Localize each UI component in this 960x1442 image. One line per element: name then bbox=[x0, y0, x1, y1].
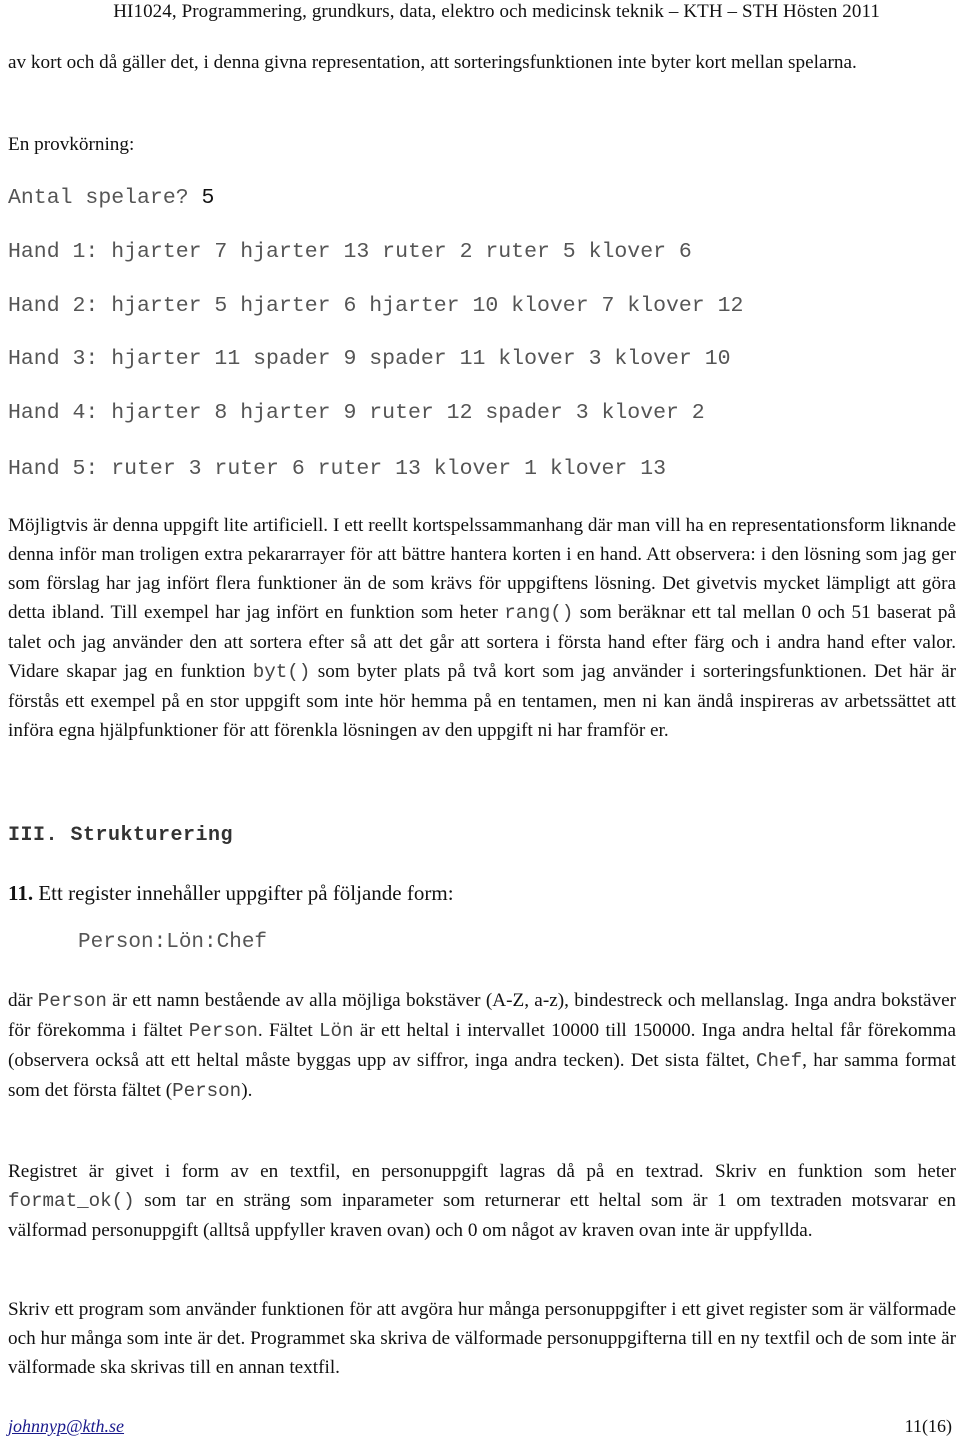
discussion-text-3: som byter plats på två kort som jag använder i sorteringsfunktionen. Det här är förstås ett exempel på en stor uppgift som inte hör hemma på en tentamen, men ni kan ändå inspireras av arbetssättet att införa egna hjälpfunktioner för att förenkla lösningen av den uppgift ni har framför er. bbox=[8, 661, 956, 741]
task-paragraph-3: Skriv ett program som använder funktionen för att avgöra hur många personuppgifter i ett givet register som är välformade och hur många som inte är det. Programmet ska skriva de välformade personuppgifterna till en ny textfil och de som inte är välformade ska skrivas till en annan textfil. bbox=[8, 1299, 956, 1378]
section-heading: III. Strukturering bbox=[8, 824, 234, 847]
page-number: 11(16) bbox=[904, 1416, 952, 1436]
intro-paragraph: av kort och då gäller det, i denna givna representation, att sorteringsfunktionen inte byter kort mellan spelarna. bbox=[8, 52, 857, 73]
hand-line-3: Hand 3: hjarter 11 spader 9 spader 11 klover 3 klover 10 bbox=[8, 347, 731, 371]
run-answer: 5 bbox=[201, 186, 215, 210]
discussion-text-1: Möjligtvis är denna uppgift lite artificiell. I ett reellt kortspelssammanhang där man vill ha en representationsform liknande denna inför man troligen extra pekararrayer för att bättre hantera korten i en hand. Att observera: i den lösning som jag ger som förslag har jag infört flera funktioner än de som krävs för uppgiftens lösning. Det givetvis mycket lämpligt att göra detta ibland. Till exempel har jag infört en funktion som heter bbox=[8, 515, 956, 623]
run-prompt: Antal spelare? bbox=[8, 186, 202, 210]
task-intro-text: Ett register innehåller uppgifter på följande form: bbox=[33, 881, 454, 905]
discussion-text-2: som beräknar ett tal mellan 0 och 51 baserat på talet och jag använder den att sortera efter så att det går att sortera i första hand efter färg och i andra hand efter valor. Vidare skapar jag en funktion bbox=[8, 602, 957, 682]
hand-line-5: Hand 5: ruter 3 ruter 6 ruter 13 klover 1 klover 13 bbox=[8, 457, 667, 481]
code-person: Person bbox=[188, 1020, 258, 1042]
p1-text-e: , har samma format som det första fältet ( bbox=[8, 1050, 956, 1101]
p1-text-b: är ett namn bestående av alla möjliga bokstäver (A-Z, a-z), bindestreck och mellanslag. Inga andra bokstäver för förekomma i fältet bbox=[8, 990, 956, 1041]
run-label: En provkörning: bbox=[8, 134, 135, 155]
hand-line-4: Hand 4: hjarter 8 hjarter 9 ruter 12 spader 3 klover 2 bbox=[8, 401, 705, 425]
p1-text-d: är ett heltal i intervallet 10000 till 150000. Inga andra heltal får förekomma (observera också att ett heltal måste byggas upp av siffror, inga andra tecken). Det sista fältet, bbox=[8, 1020, 957, 1071]
run-prompt-line bbox=[8, 184, 214, 212]
p2-text-a: Registret är givet i form av en textfil, en personuppgift lagras då på en textrad. Skriv en funktion som heter bbox=[8, 1161, 956, 1182]
code-lon: Lön bbox=[318, 1020, 354, 1042]
code-person: Person bbox=[37, 990, 107, 1012]
hand-line-2: Hand 2: hjarter 5 hjarter 6 hjarter 10 klover 7 klover 12 bbox=[8, 294, 744, 318]
p1-text-c: . Fältet bbox=[257, 1020, 319, 1041]
task-paragraph-2 bbox=[8, 1157, 956, 1245]
discussion-paragraph bbox=[8, 511, 956, 745]
page-header: HI1024, Programmering, grundkurs, data, elektro och medicinsk teknik – KTH – STH Hösten 2011 bbox=[113, 1, 880, 22]
p2-text-b: som tar en sträng som inparameter som returnerar ett heltal som är 1 om textraden motsvarar en välformad personuppgift (alltså uppfyller kraven ovan) och 0 om något av kraven ovan inte är uppfyllda. bbox=[8, 1190, 956, 1241]
record-format-example: Person:Lön:Chef bbox=[78, 931, 268, 954]
code-byt: byt() bbox=[252, 661, 311, 683]
p1-text-a: där bbox=[8, 990, 38, 1011]
task-number: 11. bbox=[8, 881, 34, 905]
code-chef: Chef bbox=[756, 1050, 803, 1072]
code-format-ok: format_ok() bbox=[8, 1190, 135, 1212]
p1-text-f: ). bbox=[241, 1080, 253, 1101]
task-11-intro bbox=[8, 879, 454, 907]
hand-line-1: Hand 1: hjarter 7 hjarter 13 ruter 2 ruter 5 klover 6 bbox=[8, 240, 692, 264]
code-rang: rang() bbox=[504, 602, 574, 624]
task-paragraph-1 bbox=[8, 986, 956, 1106]
code-person: Person bbox=[172, 1080, 242, 1102]
author-email-link[interactable]: johnnyp@kth.se bbox=[8, 1416, 125, 1436]
